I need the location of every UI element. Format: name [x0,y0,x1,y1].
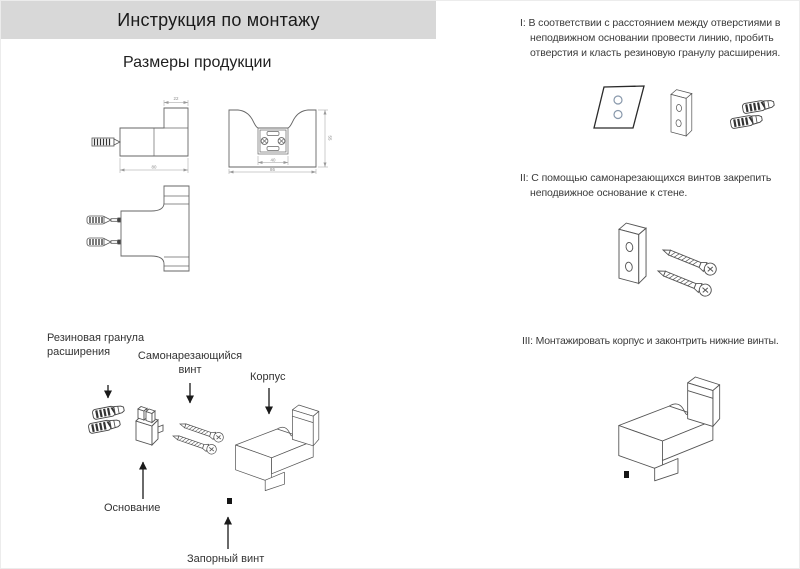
base-drawing [136,407,163,446]
header-bar [1,1,436,39]
dim-label-front-inner: 40 [270,157,276,163]
side-view-body [120,108,188,156]
step-3-text: III: Монтажировать корпус и законтрить нижние винты. [522,335,779,347]
label-tapping-screw: Самонарезающийся винт [137,350,243,376]
side-view-drawing [86,89,208,185]
label-body: Корпус [250,371,286,383]
label-rubber-plug: Резиновая гранула расширения [47,332,145,358]
step-2-text: II: С помощью самонарезающихся винтов закрепить неподвижное основание к стене. [520,172,772,199]
lock-screw-square [624,471,629,478]
step-1-illustration [576,83,786,145]
rubber-plug-drawing [92,404,125,420]
label-base: Основание [104,502,161,514]
top-view-drawing [86,184,194,276]
screw-drawing [92,138,120,146]
rubber-plug-drawing [87,238,121,246]
rubber-plug-drawing [730,114,763,129]
section-subtitle: Размеры продукции [123,54,272,71]
page-title: Инструкция по монтажу [117,9,320,30]
lock-screw-square [227,498,232,504]
marking-template-drawing [594,86,644,128]
dim-label-front-right: 55 [327,135,333,141]
base-plate-drawing [619,223,646,283]
top-view-body [121,186,189,271]
rubber-plug-drawing [742,99,775,114]
rubber-plug-drawing [88,418,121,434]
dim-label-front-outer: 86 [270,166,275,172]
step-1-text: I: В соответствии с расстоянием между отверстиями в неподвижном основании провести линию, пробить отверстия и класть резиновую гранулу расширения. [520,17,781,59]
base-plate-drawing [671,90,692,136]
step-3-illustration [609,373,744,491]
dim-label-side-top: 22 [173,96,179,101]
exploded-diagram [31,361,331,569]
hook-body-drawing [619,377,720,481]
screw-drawing [661,244,718,276]
step-2-illustration [606,216,751,324]
dim-label-side-bottom: 80 [151,164,157,170]
label-lock-screw: Запорный винт [187,553,265,565]
hook-body-drawing [236,405,319,491]
rubber-plug-drawing [87,216,121,224]
front-view-drawing [227,104,339,176]
